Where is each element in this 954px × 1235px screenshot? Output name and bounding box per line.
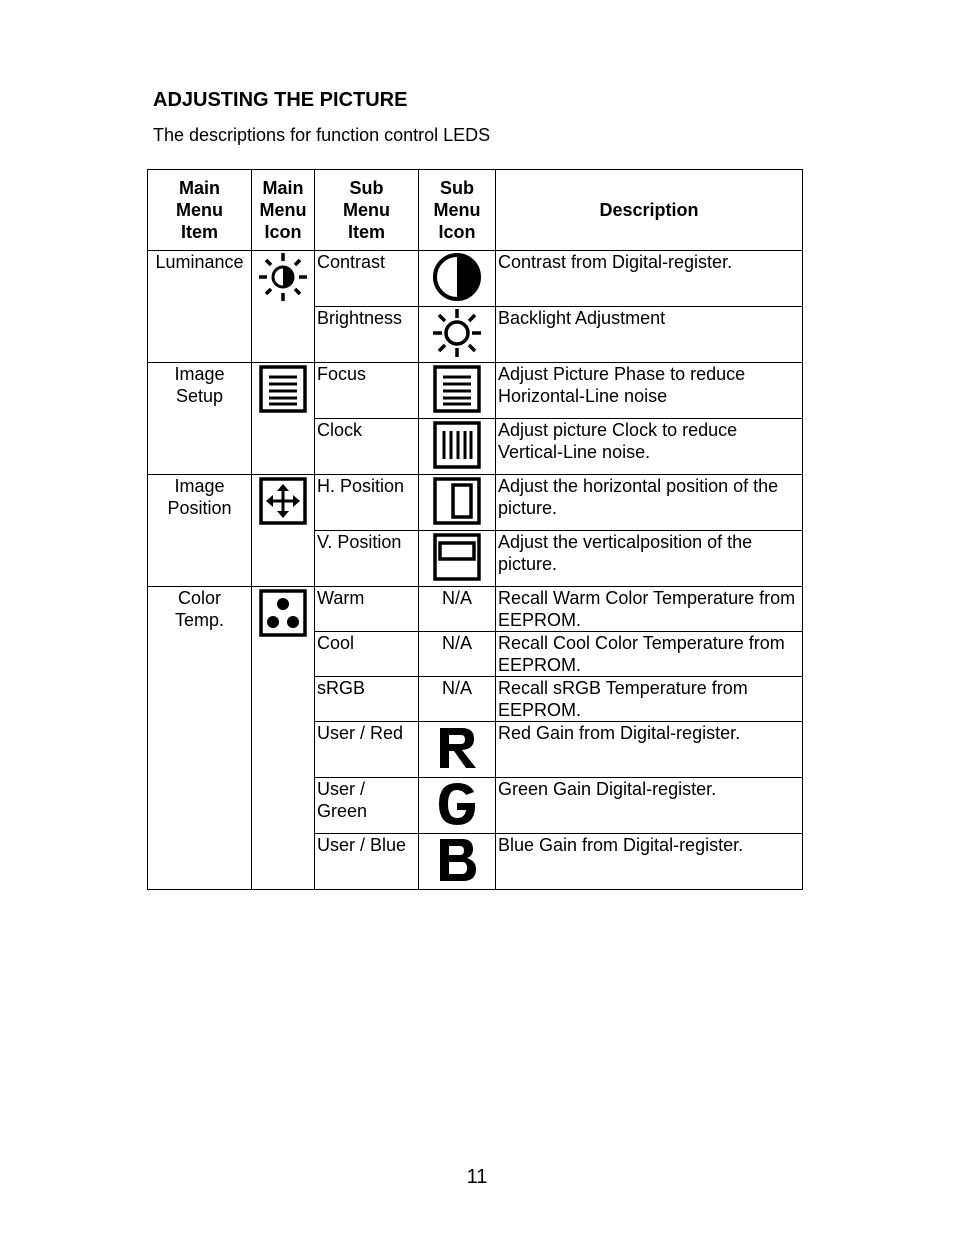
header-sub-item: Sub Menu Item (315, 170, 419, 251)
page-subtitle: The descriptions for function control LEDS (153, 125, 491, 145)
description: Recall Warm Color Temperature from EEPROM. (496, 587, 803, 632)
main-item-image-position: Image Position (148, 475, 252, 587)
main-icon-cell (252, 587, 315, 890)
letter-g-icon (434, 778, 480, 830)
sub-icon-cell (419, 778, 496, 834)
sun-contrast-icon (258, 251, 308, 303)
header-main-icon: Main Menu Icon (252, 170, 315, 251)
description: Recall sRGB Temperature from EEPROM. (496, 677, 803, 722)
description: Recall Cool Color Temperature from EEPROM. (496, 632, 803, 677)
sub-item-brightness: Brightness (315, 307, 419, 363)
sub-item-focus: Focus (315, 363, 419, 419)
table-row (148, 251, 803, 307)
h-position-icon (431, 475, 483, 527)
main-item-luminance: Luminance (148, 251, 252, 363)
sub-icon-cell (419, 531, 496, 587)
sub-icon-na: N/A (419, 632, 496, 677)
description: Adjust the verticalposition of the picture. (496, 531, 803, 587)
description: Blue Gain from Digital-register. (496, 834, 803, 890)
main-icon-cell (252, 475, 315, 587)
description: Adjust picture Clock to reduce Vertical-Line noise. (496, 419, 803, 475)
sub-icon-na: N/A (419, 587, 496, 632)
table-header-row (148, 170, 803, 251)
description: Backlight Adjustment (496, 307, 803, 363)
table-row (148, 475, 803, 531)
main-icon-cell (252, 363, 315, 475)
main-item-image-setup: Image Setup (148, 363, 252, 475)
main-icon-cell (252, 251, 315, 363)
v-position-icon (431, 531, 483, 583)
header-main-item: Main Menu Item (148, 170, 252, 251)
sub-item-user-blue: User / Blue (315, 834, 419, 890)
sub-icon-cell (419, 419, 496, 475)
table-row (148, 587, 803, 632)
page-number: 11 (466, 1166, 488, 1188)
sub-item-warm: Warm (315, 587, 419, 632)
table-row (148, 363, 803, 419)
sub-icon-cell (419, 475, 496, 531)
description: Adjust the horizontal position of the picture. (496, 475, 803, 531)
page-title: ADJUSTING THE PICTURE (153, 89, 408, 111)
clock-bars-icon (431, 419, 483, 471)
header-description: Description (496, 170, 803, 251)
letter-b-icon (434, 834, 480, 886)
main-item-color-temp: Color Temp. (148, 587, 252, 890)
sub-item-cool: Cool (315, 632, 419, 677)
description: Contrast from Digital-register. (496, 251, 803, 307)
sub-item-user-green: User / Green (315, 778, 419, 834)
sub-item-contrast: Contrast (315, 251, 419, 307)
brightness-icon (431, 307, 483, 359)
description: Adjust Picture Phase to reduce Horizontal-Line noise (496, 363, 803, 419)
letter-r-icon (434, 722, 480, 774)
lines-icon (258, 363, 308, 415)
sub-icon-cell (419, 251, 496, 307)
function-table (147, 169, 803, 890)
sub-icon-cell (419, 363, 496, 419)
focus-lines-icon (431, 363, 483, 415)
sub-item-v-position: V. Position (315, 531, 419, 587)
move-arrows-icon (258, 475, 308, 527)
sub-item-user-red: User / Red (315, 722, 419, 778)
description: Green Gain Digital-register. (496, 778, 803, 834)
sub-icon-na: N/A (419, 677, 496, 722)
sub-icon-cell (419, 834, 496, 890)
three-dots-icon (258, 587, 308, 639)
sub-item-clock: Clock (315, 419, 419, 475)
sub-item-h-position: H. Position (315, 475, 419, 531)
description: Red Gain from Digital-register. (496, 722, 803, 778)
header-sub-icon: Sub Menu Icon (419, 170, 496, 251)
contrast-icon (431, 251, 483, 303)
sub-item-srgb: sRGB (315, 677, 419, 722)
sub-icon-cell (419, 307, 496, 363)
sub-icon-cell (419, 722, 496, 778)
